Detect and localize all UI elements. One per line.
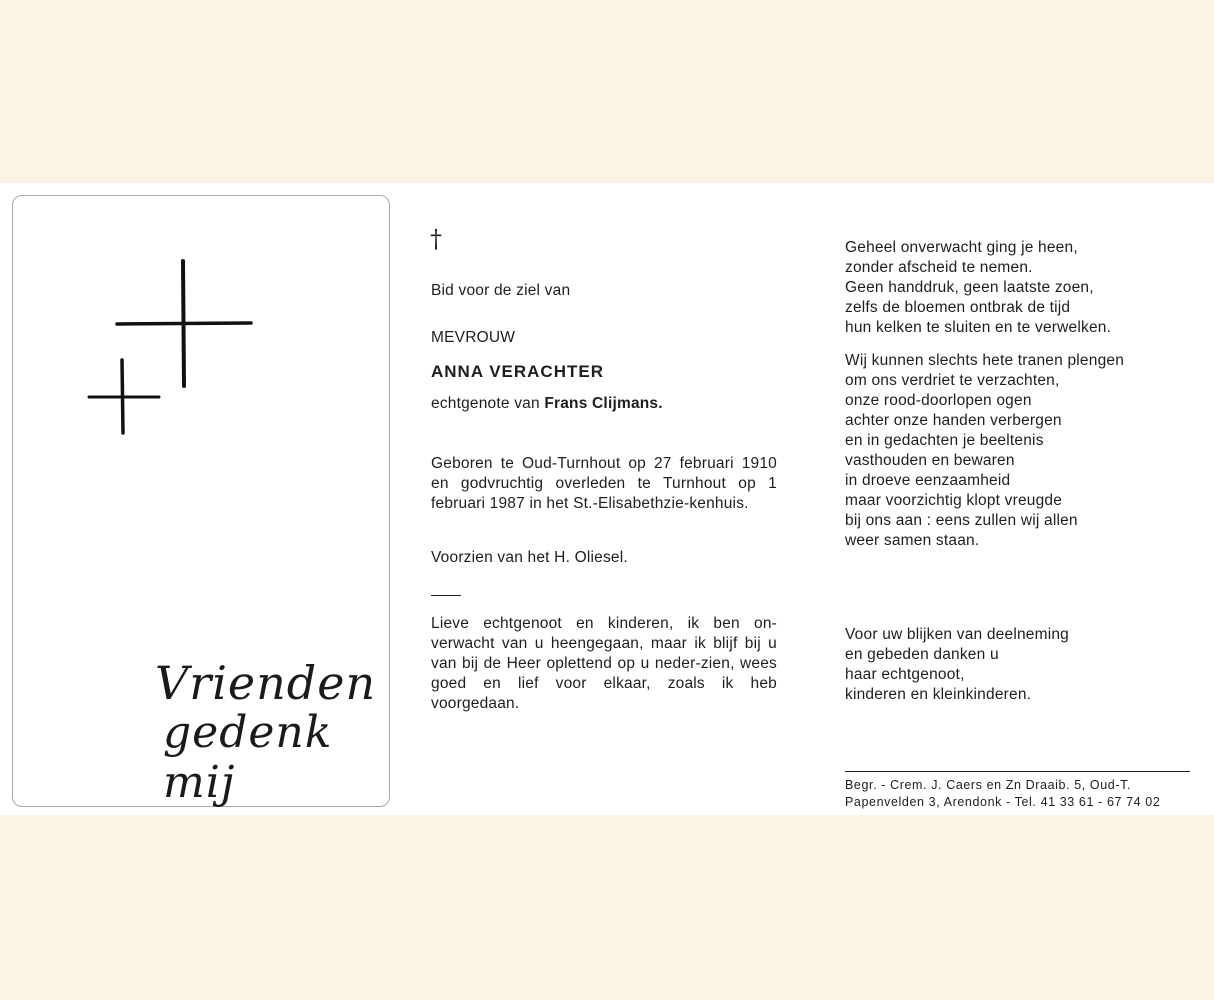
memorial-card (0, 183, 1214, 815)
deceased-name: ANNA VERACHTER (431, 362, 604, 381)
undertaker-line2: Papenvelden 3, Arendonk - Tel. 41 33 61 - 67 74 02 (845, 795, 1161, 809)
poem-line: Geheel onverwacht ging je heen, (845, 239, 1078, 256)
prayer-intro: Bid voor de ziel van (431, 282, 571, 299)
calligraphy-line2: gedenk mij (163, 707, 333, 808)
birth-death-text: Geboren te Oud-Turnhout op 27 februari 1910 en godvruchtig overleden te Turnhout op 1 februari 1987 in het St.-Elisabethzie-kenhuis. (431, 455, 777, 512)
calligraphy-line1: Vrienden (155, 656, 377, 710)
poem-line: zelfs de bloemen ontbrak de tijd (845, 299, 1071, 316)
front-panel (12, 195, 390, 807)
poem-line: zonder afscheid te nemen. (845, 259, 1033, 276)
poem-line: om ons verdriet te verzachten, (845, 372, 1060, 389)
thanks-line: haar echtgenoot, (845, 666, 965, 683)
poem-line: hun kelken te sluiten en te verwelken. (845, 319, 1112, 336)
cross-symbol: † (430, 225, 442, 253)
small-cross-icon (89, 360, 159, 433)
thanks-text (845, 625, 1185, 705)
poem-line: achter onze handen verbergen (845, 412, 1062, 429)
large-cross-icon (117, 261, 251, 386)
deceased-title: MEVROUW (431, 329, 516, 346)
footer-separator (845, 771, 1190, 772)
poem-line: onze rood-doorlopen ogen (845, 392, 1032, 409)
poem-line: Geen handdruk, geen laatste zoen, (845, 279, 1094, 296)
poem-line: bij ons aan : eens zullen wij allen (845, 512, 1078, 529)
thanks-line: kinderen en kleinkinderen. (845, 686, 1032, 703)
farewell-message: Lieve echtgenoot en kinderen, ik ben on-verwacht van u heengegaan, maar ik blijf bij u van bij de Heer oplettend op u neder-zien, wees goed en lief voor elkaar, zoals ik heb voorgedaan. (431, 615, 777, 712)
thanks-line: en gebeden danken u (845, 646, 999, 663)
sacraments-text: Voorzien van het H. Oliesel. (431, 549, 628, 566)
poem-line: en in gedachten je beeltenis (845, 432, 1044, 449)
poem-line: weer samen staan. (845, 532, 980, 549)
poem-line: in droeve eenzaamheid (845, 472, 1011, 489)
spouse-name: Frans Clijmans. (544, 395, 663, 412)
spouse-prefix: echtgenote van (431, 395, 540, 412)
separator-line (431, 595, 461, 596)
undertaker-line1: Begr. - Crem. J. Caers en Zn Draaib. 5, Oud-T. (845, 778, 1132, 792)
thanks-line: Voor uw blijken van deelneming (845, 626, 1069, 643)
poem-stanza-1 (845, 238, 1185, 338)
poem-stanza-2 (845, 351, 1185, 551)
poem-line: Wij kunnen slechts hete tranen plengen (845, 352, 1125, 369)
poem-line: vasthouden en bewaren (845, 452, 1015, 469)
poem-line: maar voorzichtig klopt vreugde (845, 492, 1063, 509)
spouse-line (431, 394, 663, 414)
